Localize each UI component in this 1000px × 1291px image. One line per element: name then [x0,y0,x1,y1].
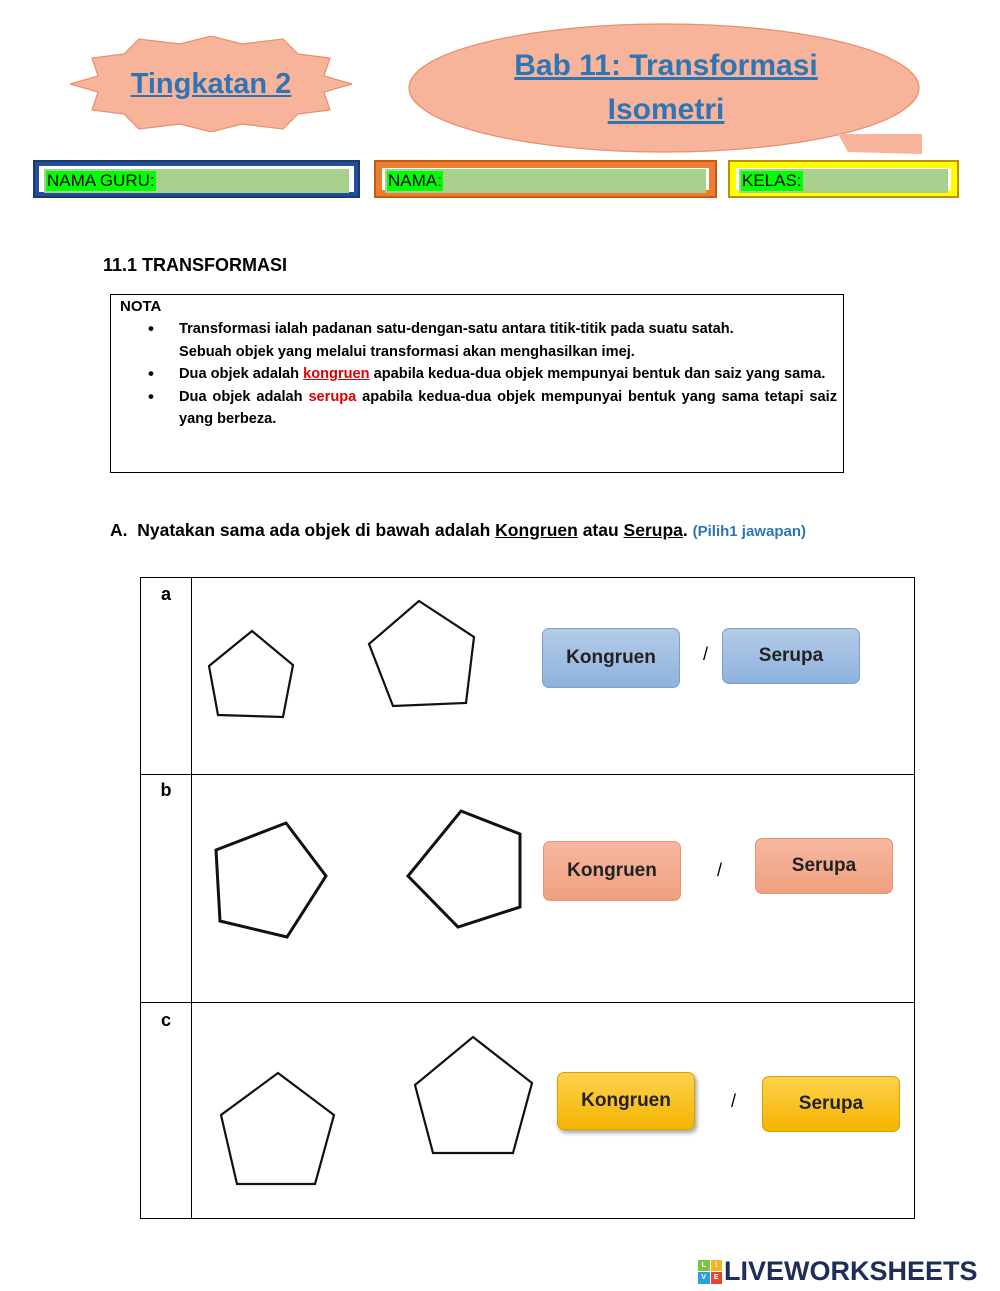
question-prompt [110,520,806,541]
note-3-text-rest: apabila kedua-dua objek mempunyai bentuk yang sama tetapi saiz yang berbeza. [179,388,838,427]
teacher-name-label: NAMA GURU: [47,171,155,190]
note-item [119,386,837,431]
section-title: 11.1 TRANSFORMASI [103,255,288,275]
class-label: KELAS: [742,171,802,190]
pentagon-small [209,631,293,717]
note-item [119,363,837,386]
kongruen-button-b[interactable]: Kongruen [543,841,681,901]
separator-c: / [731,1091,737,1111]
question-or: atau [582,520,619,540]
question-text: Nyatakan sama ada objek di bawah adalah [137,520,491,540]
note-2-text: Dua objek adalah [179,366,300,382]
pentagon-pair-c [211,1033,541,1193]
chapter-title-line2: Isometri [607,93,725,126]
class-input[interactable] [739,169,948,193]
notes-box [110,294,844,473]
chapter-title-line1: Bab 11: Transformasi [514,49,818,82]
pentagon-left [221,1073,334,1184]
row-label-b: b [160,780,172,800]
pentagon-right [415,1037,532,1153]
teacher-name-field[interactable] [33,160,360,198]
question-table [140,577,915,1219]
liveworksheets-logo [698,1256,978,1287]
pentagon-right [408,811,520,927]
liveworksheets-brand: LIVEWORKSHEETS [724,1256,978,1286]
separator-b: / [717,860,723,880]
keyword-serupa: serupa [308,388,357,405]
student-name-label: NAMA: [388,171,442,190]
pentagon-left [216,823,326,937]
note-1-line2: Sebuah objek yang melalui transformasi akan menghasilkan imej. [179,343,635,360]
pentagon-pair-b [211,803,531,943]
class-field[interactable] [728,160,959,198]
note-3-text: Dua objek adalah [179,388,303,405]
level-badge [70,36,352,132]
pentagon-pair-a [201,593,521,723]
row-label-c: c [160,1010,171,1030]
chapter-title [438,44,894,132]
teacher-name-input[interactable] [44,169,349,193]
liveworksheets-icon: L I V E [698,1260,722,1284]
question-hint: (Pilih1 jawapan) [692,523,806,540]
notes-title: NOTA [120,298,162,315]
student-name-field[interactable] [374,160,717,198]
note-1-line1: Transformasi ialah padanan satu-dengan-satu antara titik-titik pada suatu satah. [179,321,734,337]
row-label-a: a [160,584,171,604]
chapter-badge [408,22,924,162]
level-title: Tingkatan 2 [130,67,292,100]
serupa-button-b[interactable]: Serupa [755,838,893,894]
student-name-input[interactable] [385,169,706,193]
option-kongruen-text: Kongruen [495,520,578,540]
question-number: A. [110,520,128,540]
question-end: . [682,520,688,540]
note-item [119,318,837,363]
pentagon-large [369,601,474,706]
note-2-text-rest: apabila kedua-dua objek mempunyai bentuk dan saiz yang sama. [373,366,826,382]
serupa-button-c[interactable]: Serupa [762,1076,900,1132]
option-serupa-text: Serupa [623,520,683,540]
notes-list [119,318,837,431]
kongruen-button-a[interactable]: Kongruen [542,628,680,688]
keyword-kongruen: kongruen [303,366,370,382]
separator-a: / [703,644,709,664]
kongruen-button-c[interactable]: Kongruen [557,1072,695,1130]
serupa-button-a[interactable]: Serupa [722,628,860,684]
